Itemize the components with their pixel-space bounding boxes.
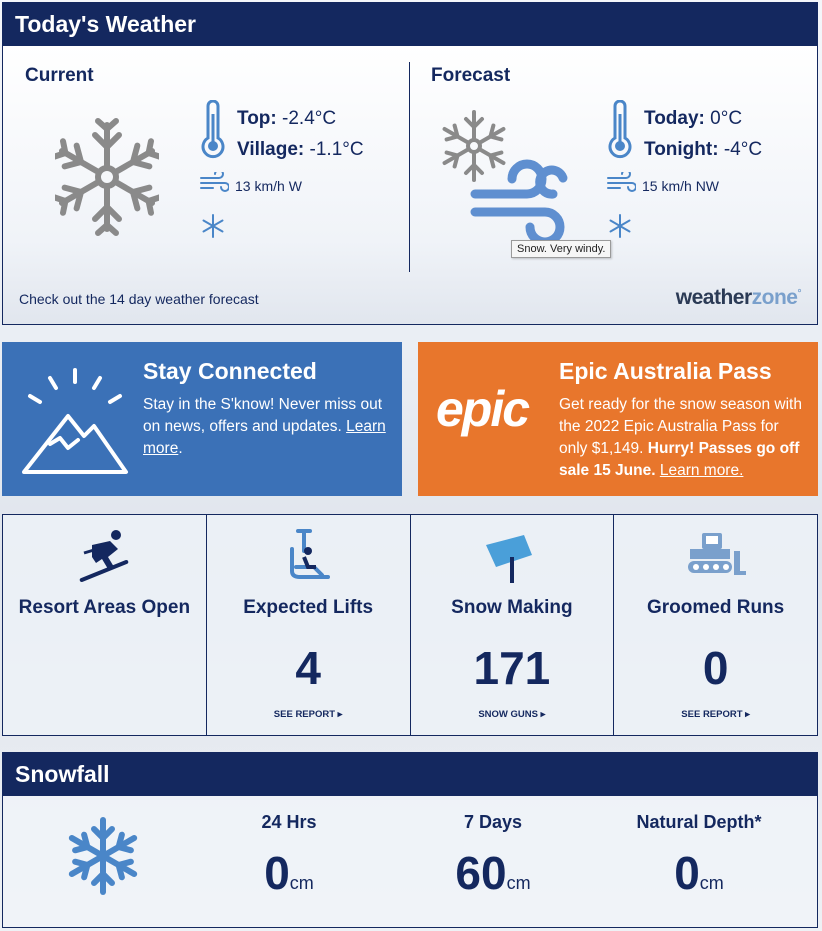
forecast-title: Forecast xyxy=(431,65,511,86)
snowfall-unit: cm xyxy=(699,873,724,893)
snow-small-icon xyxy=(201,214,225,238)
logo-zone-text: zone xyxy=(751,286,798,309)
forecast-snow-small-icon xyxy=(608,214,632,238)
stat-label: Groomed Runs xyxy=(647,597,785,618)
snowfall-label: Natural Depth* xyxy=(636,812,762,832)
tonight-label: Tonight: xyxy=(644,139,719,160)
snow-guns-link[interactable]: SNOW GUNS ▸ xyxy=(478,709,546,720)
forecast-thermometer-icon xyxy=(606,100,634,162)
stat-expected-lifts[interactable] xyxy=(207,515,411,735)
snowfall-value xyxy=(599,846,799,900)
snowfall-unit: cm xyxy=(506,873,531,893)
thermometer-icon xyxy=(199,100,227,162)
snowfall-number: 60 xyxy=(455,847,507,899)
top-temp xyxy=(237,108,336,130)
see-report-link[interactable]: SEE REPORT ▸ xyxy=(681,709,750,720)
see-report-link[interactable]: SEE REPORT ▸ xyxy=(273,709,343,720)
village-temp xyxy=(237,139,364,161)
epic-pass-title: Epic Australia Pass xyxy=(559,358,772,384)
snowflake-icon xyxy=(67,816,139,896)
forecast-14-day-link[interactable]: Check out the 14 day weather forecast xyxy=(19,291,259,307)
stay-connected-body: Stay in the S'know! Never miss out on news, offers and updates. xyxy=(143,396,383,435)
snowfall-panel xyxy=(2,752,818,928)
current-title: Current xyxy=(25,65,94,86)
tonight-value: -4°C xyxy=(723,139,763,160)
stat-value: 0 xyxy=(702,642,729,694)
chairlift-icon xyxy=(278,527,338,587)
stay-connected-text: Stay in the S'know! Never miss out on news, offers and updates. Learn more. xyxy=(143,396,386,457)
snowfall-label: 7 Days xyxy=(463,812,523,832)
forecast-wind-icon[interactable] xyxy=(465,150,585,250)
snowfall-unit: cm xyxy=(289,873,314,893)
snow-groomer-icon xyxy=(684,527,748,583)
weather-divider xyxy=(409,62,410,272)
stay-connected-learn-more[interactable]: Learn more xyxy=(143,418,386,457)
stat-value: 171 xyxy=(473,642,551,694)
snowfall-value xyxy=(189,846,389,900)
snowfall-title: Snowfall xyxy=(3,753,817,796)
tonight-temp xyxy=(644,139,762,161)
stat-groomed-runs[interactable] xyxy=(614,515,817,735)
snowfall-body xyxy=(3,796,817,927)
wind-icon xyxy=(199,172,229,194)
current-wind: 13 km/h W xyxy=(235,178,302,194)
snowfall-label: 24 Hrs xyxy=(261,812,317,832)
stat-resort-areas[interactable] xyxy=(3,515,207,735)
epic-pass-text xyxy=(559,394,809,482)
epic-pass-deadline: Hurry! Passes go off sale 15 June. xyxy=(559,440,800,479)
logo-weather-text: weather xyxy=(675,286,752,309)
epic-logo: epic xyxy=(436,381,529,437)
weather-panel xyxy=(2,2,818,325)
forecast-wind-small-icon xyxy=(606,172,636,194)
snow-gun-icon xyxy=(482,527,542,587)
weather-body xyxy=(3,46,817,324)
weather-title: Today's Weather xyxy=(3,3,817,46)
today-label: Today: xyxy=(644,108,705,129)
resort-stats xyxy=(2,514,818,736)
mountain-sunrise-icon xyxy=(20,364,130,474)
stat-value: 4 xyxy=(295,642,321,694)
snowfall-value xyxy=(393,846,593,900)
today-value: 0°C xyxy=(710,108,743,129)
logo-mark: ° xyxy=(797,288,801,299)
stay-connected-title: Stay Connected xyxy=(143,358,317,384)
stay-connected-promo[interactable] xyxy=(2,342,402,496)
snowflake-icon xyxy=(55,118,159,236)
village-label: Village: xyxy=(237,139,305,160)
stat-label: Snow Making xyxy=(451,597,573,618)
epic-pass-learn-more[interactable]: Learn more. xyxy=(659,462,744,479)
forecast-wind: 15 km/h NW xyxy=(642,178,720,194)
village-value: -1.1°C xyxy=(309,139,364,160)
stat-snow-making[interactable] xyxy=(411,515,615,735)
skier-icon xyxy=(74,527,134,583)
snowfall-number: 0 xyxy=(264,847,290,899)
top-label: Top: xyxy=(237,108,277,129)
top-value: -2.4°C xyxy=(282,108,337,129)
epic-pass-promo[interactable] xyxy=(418,342,818,496)
snowfall-number: 0 xyxy=(674,847,700,899)
forecast-tooltip: Snow. Very windy. xyxy=(511,240,611,258)
today-temp xyxy=(644,108,742,130)
epic-pass-body: Get ready for the snow season with the 2022 Epic Australia Pass for only $1,149. xyxy=(559,396,802,457)
stat-label: Expected Lifts xyxy=(243,597,374,618)
stat-label: Resort Areas Open xyxy=(18,597,191,618)
weatherzone-logo[interactable] xyxy=(676,286,801,310)
